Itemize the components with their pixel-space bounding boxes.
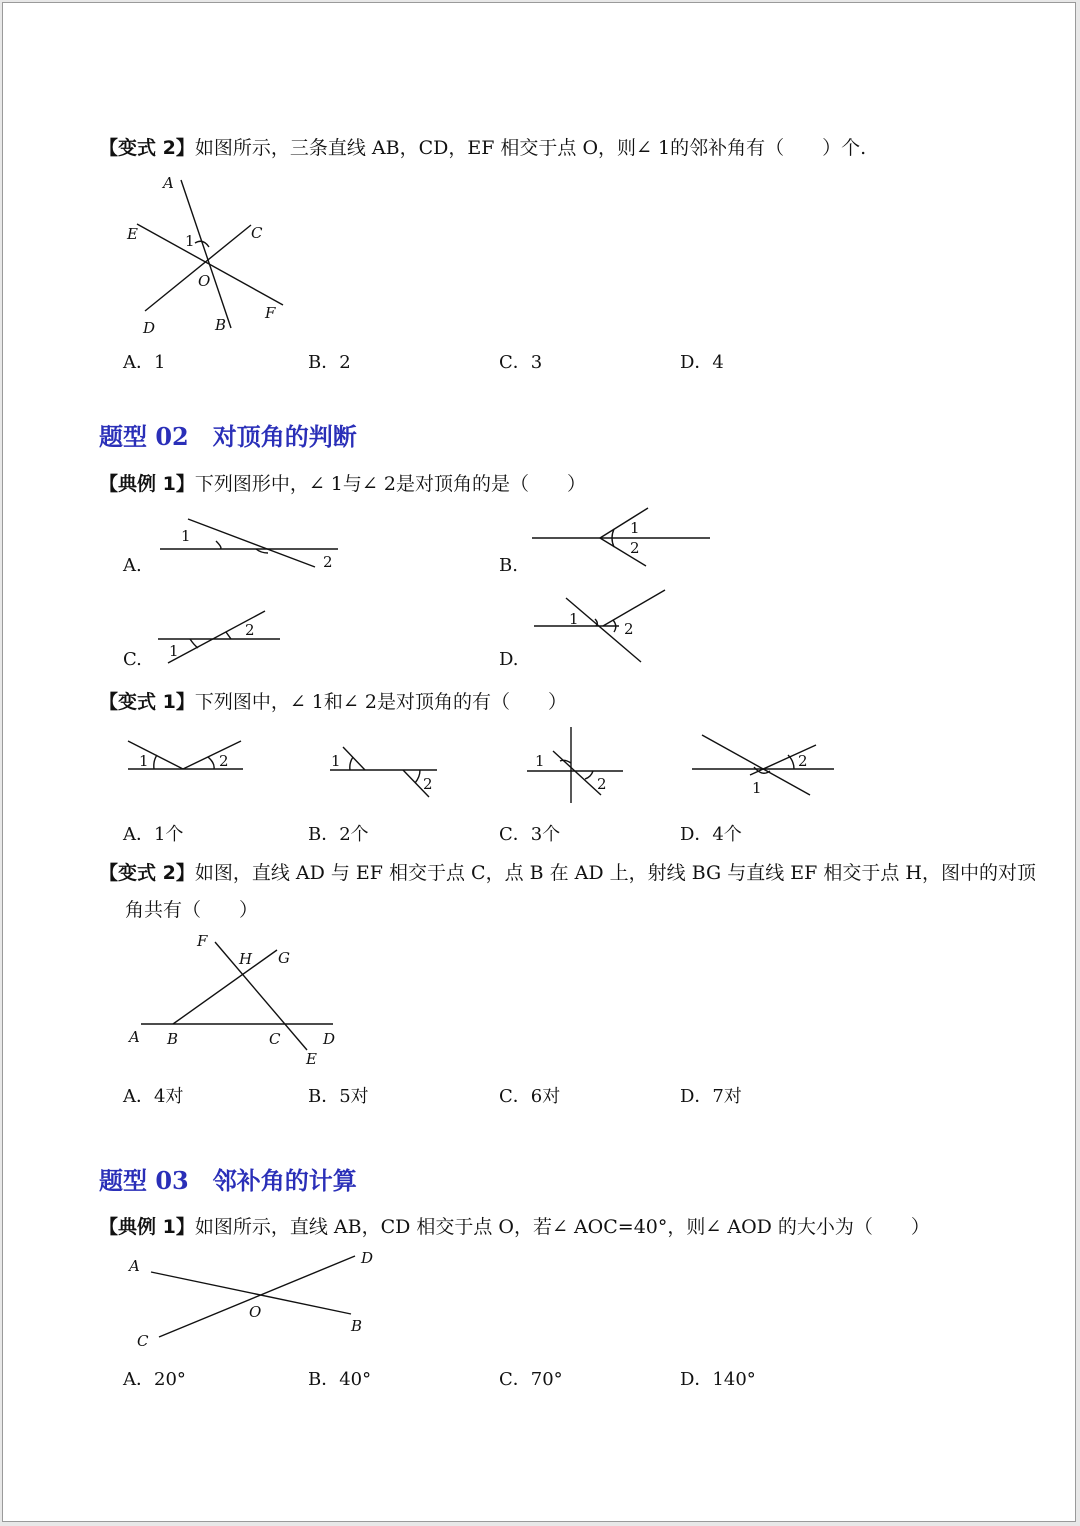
- fig5-label-o: O: [249, 1303, 262, 1321]
- q5-stem: [99, 1212, 930, 1239]
- fig1-label-b: B: [215, 316, 227, 334]
- fig1-label-e: E: [127, 225, 138, 243]
- q2d-label-2: 2: [624, 620, 634, 638]
- q4-figure: [123, 928, 353, 1073]
- fig4-label-b: B: [167, 1030, 179, 1048]
- fig4-label-h: H: [239, 950, 253, 968]
- q2-option-b-label[interactable]: B.: [499, 555, 518, 576]
- q2a-label-1: 1: [181, 527, 191, 545]
- q2-text: 下列图形中，∠ 1与∠ 2是对顶角的是（ ）: [194, 473, 586, 495]
- fig4-label-e: E: [306, 1050, 317, 1068]
- fig4-label-d: D: [323, 1030, 336, 1048]
- section-title-02: 题型 02 对顶角的判断: [99, 422, 357, 451]
- q5-tag: 【典例 1】: [99, 1216, 195, 1238]
- q4-option-c[interactable]: C．6对: [499, 1086, 561, 1107]
- q3-figure-4: [688, 731, 838, 801]
- q3f2-label-1: 1: [331, 752, 341, 770]
- q3-stem: [99, 687, 567, 714]
- q2a-label-2: 2: [323, 553, 333, 571]
- fig1-label-angle1: 1: [185, 232, 195, 250]
- q3f1-label-1: 1: [139, 752, 149, 770]
- fig1-label-d: D: [143, 319, 156, 337]
- q4-tag: 【变式 2】: [99, 862, 195, 884]
- q1-option-d[interactable]: D．4: [680, 352, 724, 373]
- fig1-label-a: A: [163, 174, 174, 192]
- fig4-label-g: G: [278, 949, 290, 967]
- fig5-label-d: D: [361, 1249, 374, 1267]
- q1-tag: 【变式 2】: [99, 137, 195, 159]
- q3f4-label-2: 2: [798, 752, 808, 770]
- q3f2-label-2: 2: [423, 775, 433, 793]
- q2-stem: [99, 469, 586, 496]
- q2-figure-a: [153, 511, 353, 581]
- q3f3-label-2: 2: [597, 775, 607, 793]
- q2-option-a-label[interactable]: A.: [123, 555, 142, 576]
- q5-text: 如图所示，直线 AB，CD 相交于点 O，若∠ AOC=40°，则∠ AOD 的大小为（ ）: [194, 1216, 930, 1238]
- fig1-label-f: F: [265, 304, 276, 322]
- q3-tag: 【变式 1】: [99, 691, 195, 713]
- q1-text: 如图所示，三条直线 AB，CD，EF 相交于点 O，则∠ 1的邻补角有（ ）个.: [194, 137, 867, 159]
- q4-stem: [99, 858, 1036, 885]
- q2-option-c-label[interactable]: C.: [123, 649, 142, 670]
- q2c-label-1: 1: [169, 642, 179, 660]
- q1-option-b[interactable]: B．2: [308, 352, 351, 373]
- q3f4-label-1: 1: [752, 779, 762, 797]
- section-title-03: 题型 03 邻补角的计算: [99, 1166, 357, 1195]
- q3-option-a[interactable]: A．1个: [123, 824, 184, 845]
- fig4-label-a: A: [129, 1028, 140, 1046]
- q2-tag: 【典例 1】: [99, 473, 195, 495]
- q5-option-c[interactable]: C．70°: [499, 1369, 563, 1390]
- fig5-label-b: B: [351, 1317, 363, 1335]
- q5-option-b[interactable]: B．40°: [308, 1369, 372, 1390]
- q3-option-d[interactable]: D．4个: [680, 824, 742, 845]
- worksheet-page: [2, 2, 1076, 1522]
- q5-figure: [123, 1245, 383, 1350]
- q4-option-b[interactable]: B．5对: [308, 1086, 369, 1107]
- q1-stem: [99, 133, 866, 160]
- q3-option-b[interactable]: B．2个: [308, 824, 369, 845]
- q3f1-label-2: 2: [219, 752, 229, 770]
- fig1-label-o: O: [198, 272, 211, 290]
- q1-option-c[interactable]: C．3: [499, 352, 543, 373]
- q2c-label-2: 2: [245, 621, 255, 639]
- q2-option-d-label[interactable]: D.: [499, 649, 519, 670]
- fig4-label-f: F: [197, 932, 208, 950]
- q4-option-a[interactable]: A．4对: [123, 1086, 184, 1107]
- q3-figure-3: [523, 723, 633, 808]
- q2-figure-d: [531, 586, 676, 666]
- q3f3-label-1: 1: [535, 752, 545, 770]
- fig4-label-c: C: [269, 1030, 281, 1048]
- q3-figure-2: [325, 743, 445, 803]
- q3-text: 下列图中，∠ 1和∠ 2是对顶角的有（ ）: [194, 691, 567, 713]
- q2-figure-b: [528, 503, 718, 578]
- line-ab: [181, 180, 231, 328]
- fig5-label-c: C: [137, 1332, 149, 1350]
- q3-option-c[interactable]: C．3个: [499, 824, 561, 845]
- q1-option-a[interactable]: A．1: [123, 352, 166, 373]
- q5-option-d[interactable]: D．140°: [680, 1369, 756, 1390]
- q4-option-d[interactable]: D．7对: [680, 1086, 742, 1107]
- q4-text: 如图，直线 AD 与 EF 相交于点 C，点 B 在 AD 上，射线 BG 与直线 EF 相交于点 H，图中的对顶: [194, 862, 1036, 884]
- fig1-label-c: C: [251, 224, 263, 242]
- q2-figure-c: [153, 605, 293, 670]
- q2b-label-2: 2: [630, 539, 640, 557]
- fig5-label-a: A: [129, 1257, 140, 1275]
- q2b-label-1: 1: [630, 519, 640, 537]
- q1-figure: [123, 168, 303, 343]
- q3-figure-1: [123, 733, 248, 778]
- q2d-label-1: 1: [569, 610, 579, 628]
- q4-stem-line2: 角共有（ ）: [125, 899, 259, 921]
- q5-option-a[interactable]: A．20°: [123, 1369, 186, 1390]
